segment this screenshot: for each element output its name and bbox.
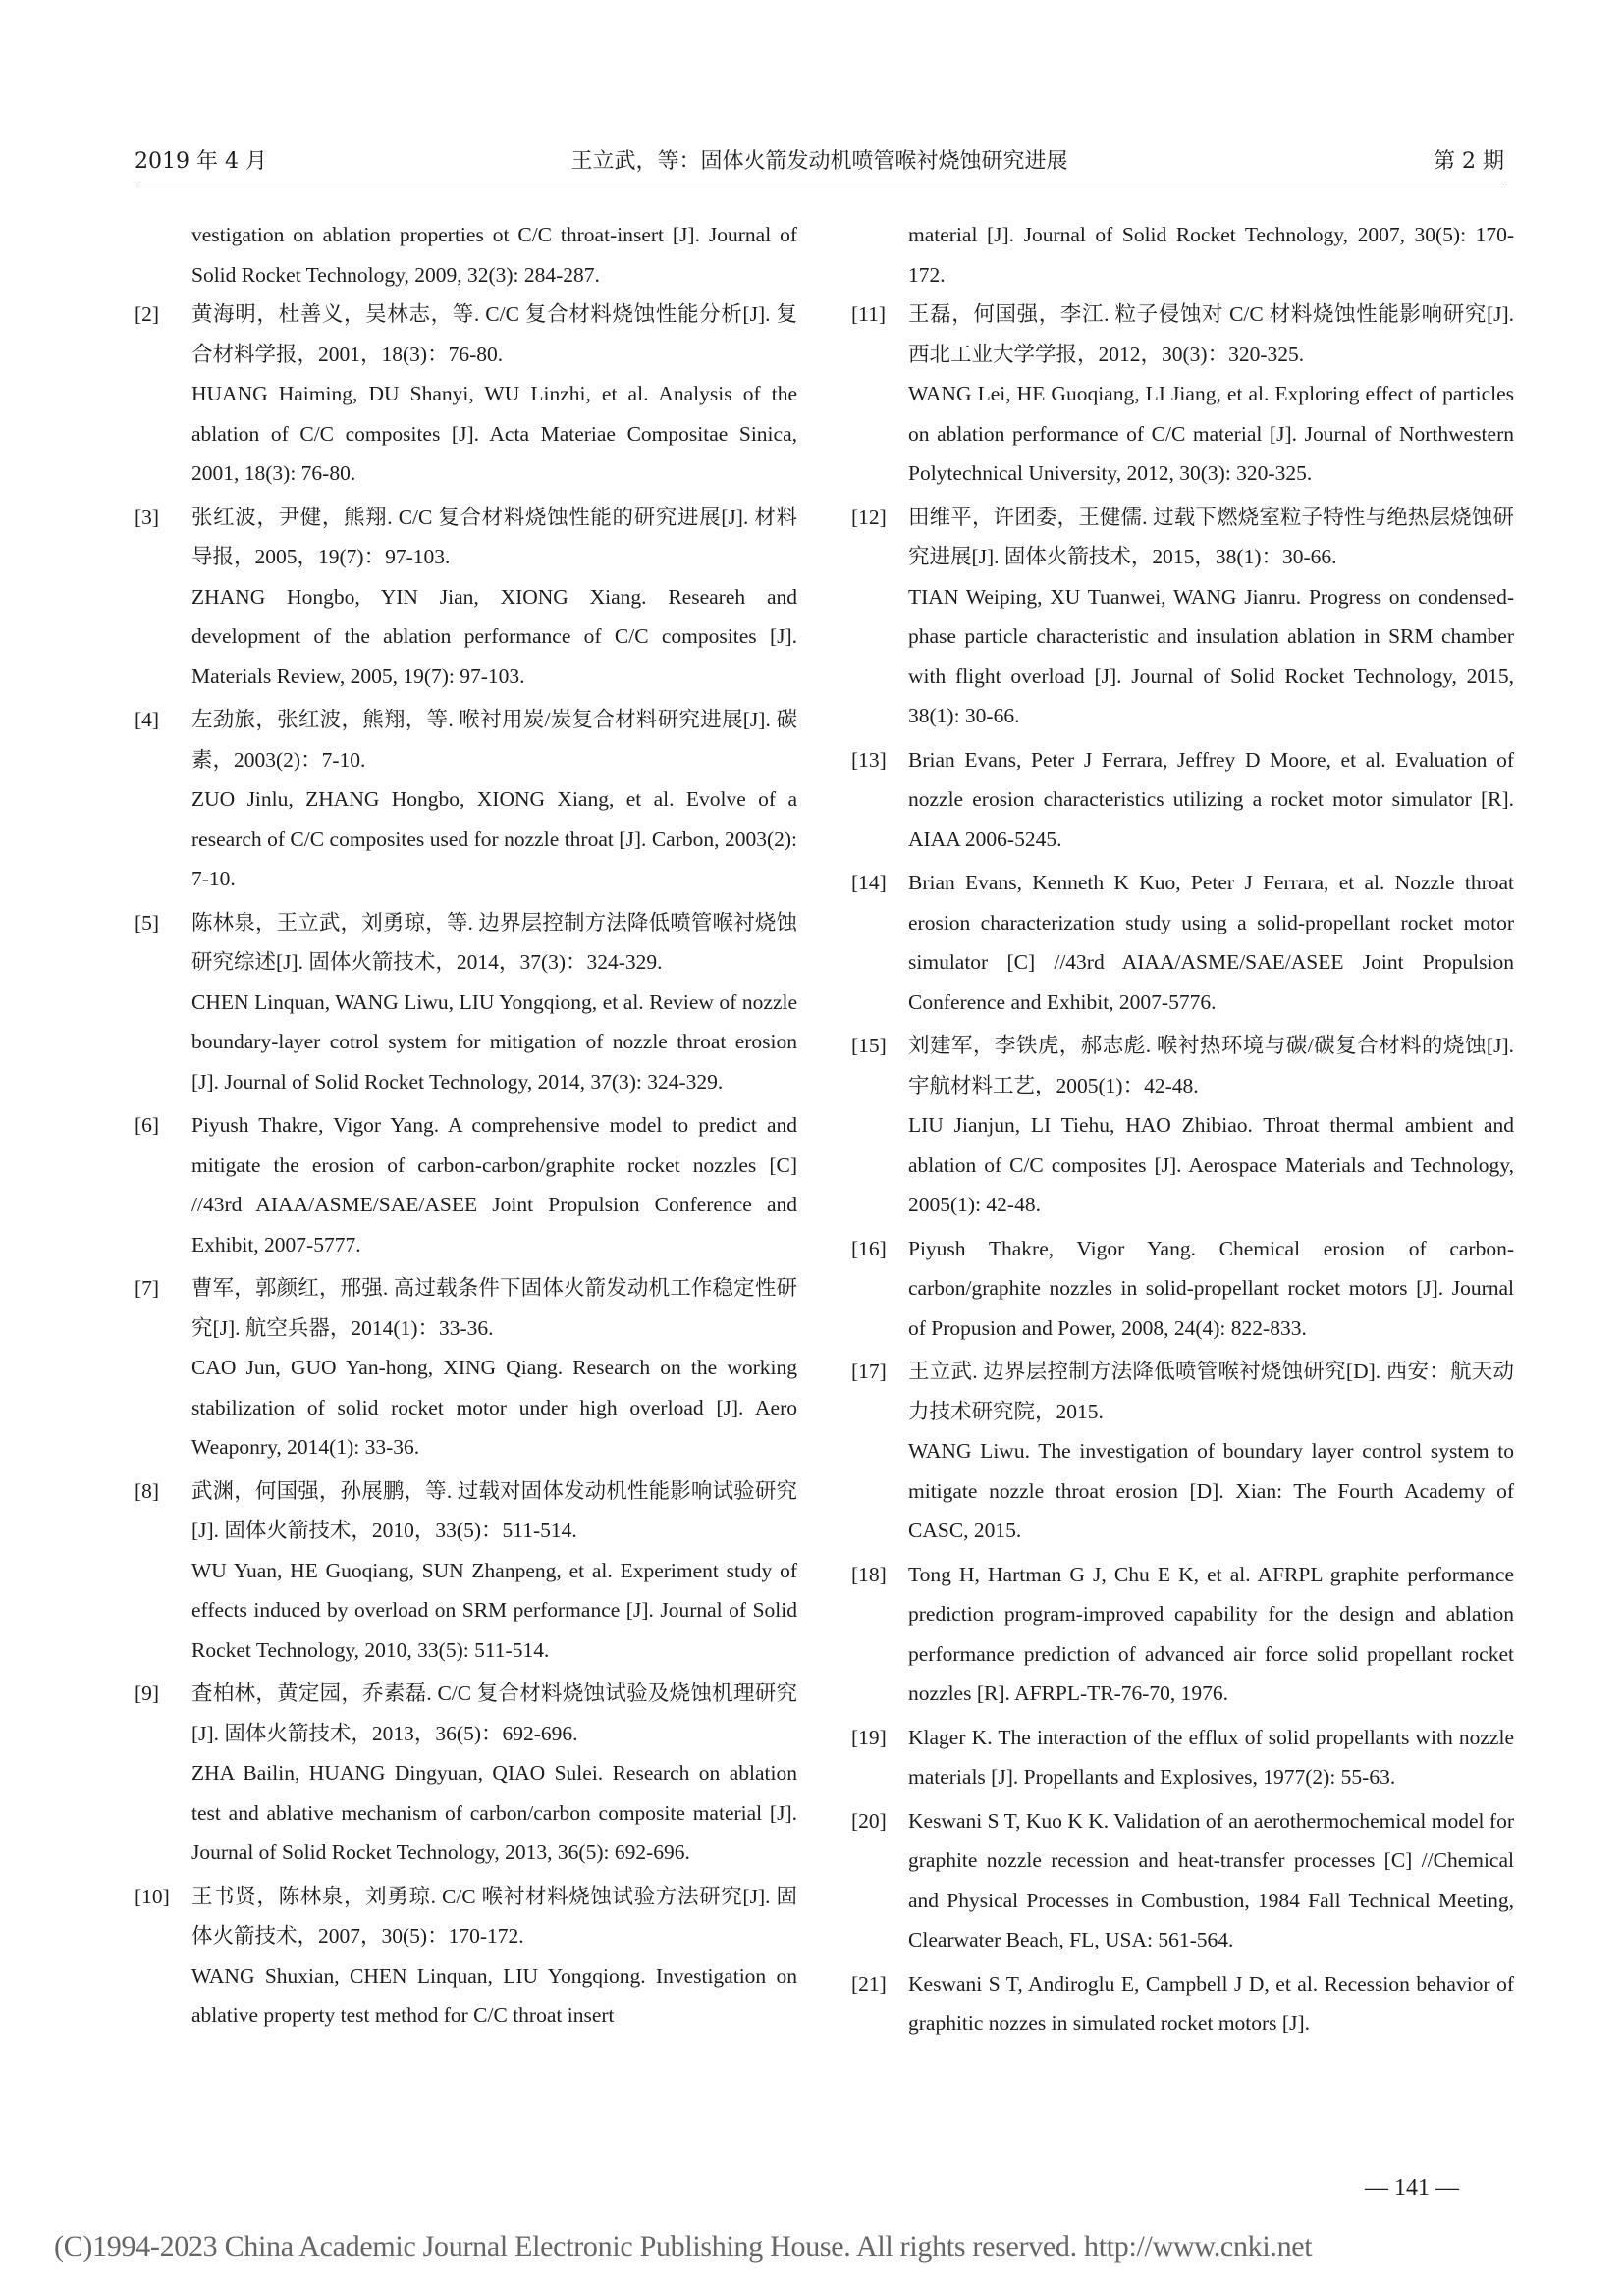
reference-entry bbox=[851, 1352, 1514, 1551]
reference-number: [15] bbox=[851, 1034, 887, 1057]
reference-text-english: CHEN Linquan, WANG Liwu, LIU Yongqiong, et al. Review of nozzle boundary-layer cotrol system for mitigation of nozzle throat erosion [J]. Journal of Solid Rocket Technology, 2014, 37(3): 324-329. bbox=[191, 989, 797, 1094]
reference-text-chinese: 刘建军，李铁虎，郝志彪. 喉衬热环境与碳/碳复合材料的烧蚀[J]. 宇航材料工艺，2005(1)：42-48. bbox=[908, 1034, 1514, 1097]
reference-entry bbox=[851, 1026, 1514, 1225]
right-column bbox=[851, 215, 1514, 2044]
header-title: 王立武，等：固体火箭发动机喷管喉衬烧蚀研究进展 bbox=[570, 149, 1068, 174]
reference-entry bbox=[135, 1268, 797, 1468]
reference-text-english: Keswani S T, Andiroglu E, Campbell J D, et al. Recession behavior of graphitic nozzes in simulated rocket motors [J]. bbox=[908, 1971, 1514, 2035]
reference-entry bbox=[851, 1801, 1514, 1960]
left-column bbox=[135, 215, 797, 2036]
reference-number: [6] bbox=[135, 1113, 160, 1137]
reference-entry bbox=[135, 1674, 797, 1873]
reference-text-chinese: 田维平，许团委，王健儒. 过载下燃烧室粒子特性与绝热层烧蚀研究进展[J]. 固体火箭技术，2015，38(1)：30-66. bbox=[908, 505, 1514, 568]
reference-text-chinese: 黄海明，杜善义，吴林志，等. C/C 复合材料烧蚀性能分析[J]. 复合材料学报，2001，18(3)：76-80. bbox=[191, 302, 797, 366]
reference-number: [2] bbox=[135, 302, 160, 326]
reference-entry bbox=[135, 1105, 797, 1264]
reference-number: [13] bbox=[851, 747, 887, 772]
reference-number: [3] bbox=[135, 505, 160, 529]
reference-text-chinese: 王磊，何国强，李江. 粒子侵蚀对 C/C 材料烧蚀性能影响研究[J]. 西北工业大学学报，2012，30(3)：320-325. bbox=[908, 302, 1514, 366]
reference-number: [5] bbox=[135, 910, 160, 934]
reference-entry bbox=[135, 1877, 797, 2036]
reference-number: [16] bbox=[851, 1236, 887, 1260]
reference-entry bbox=[851, 1964, 1514, 2044]
reference-text-chinese: 武渊，何国强，孙展鹏，等. 过载对固体发动机性能影响试验研究[J]. 固体火箭技术，2010，33(5)：511-514. bbox=[191, 1478, 797, 1542]
reference-number: [7] bbox=[135, 1276, 160, 1300]
reference-number: [21] bbox=[851, 1971, 887, 1996]
reference-text-english: LIU Jianjun, LI Tiehu, HAO Zhibiao. Throat thermal ambient and ablation of C/C composites [J]. Aerospace Materials and Technology, 2005(1): 42-48. bbox=[908, 1113, 1514, 1216]
reference-entry bbox=[851, 1555, 1514, 1714]
header-issue: 第 2 期 bbox=[1434, 149, 1504, 174]
reference-text-chinese: 曹军，郭颜红，邢强. 高过载条件下固体火箭发动机工作稳定性研究[J]. 航空兵器，2014(1)：33-36. bbox=[191, 1276, 797, 1340]
reference-entry bbox=[135, 294, 797, 494]
reference-text-english: ZUO Jinlu, ZHANG Hongbo, XIONG Xiang, et al. Evolve of a research of C/C composites used for nozzle throat [J]. Carbon, 2003(2): 7-10. bbox=[191, 787, 797, 890]
header-date: 2019 年 4 月 bbox=[135, 149, 267, 174]
reference-text-english: ZHA Bailin, HUANG Dingyuan, QIAO Sulei. Research on ablation test and ablative mechanism of carbon/carbon composite material [J]. Journal of Solid Rocket Technology, 2013, 36(5): 692-696. bbox=[191, 1761, 797, 1864]
reference-entry bbox=[135, 1471, 797, 1671]
reference-text-english: CAO Jun, GUO Yan-hong, XING Qiang. Research on the working stabilization of solid rocket motor under high overload [J]. Aero Weaponry, 2014(1): 33-36. bbox=[191, 1356, 797, 1459]
reference-number: [10] bbox=[135, 1884, 170, 1908]
reference-text-english: Tong H, Hartman G J, Chu E K, et al. AFRPL graphite performance prediction program-improved capability for the design and ablation performance prediction of advanced air force solid propellant rocket nozzles [R]. AFRPL-TR-76-70, 1976. bbox=[908, 1562, 1514, 1705]
reference-text-english: WANG Lei, HE Guoqiang, LI Jiang, et al. Exploring effect of particles on ablation performance of C/C material [J]. Journal of Northwestern Polytechnical University, 2012, 30(3): 320-325. bbox=[908, 382, 1514, 485]
reference-entry bbox=[851, 1718, 1514, 1797]
reference-continuation: material [J]. Journal of Solid Rocket Technology, 2007, 30(5): 170-172. bbox=[908, 223, 1514, 287]
reference-text-english: WU Yuan, HE Guoqiang, SUN Zhanpeng, et al. Experiment study of effects induced by overload on SRM performance [J]. Journal of Solid Rocket Technology, 2010, 33(5): 511-514. bbox=[191, 1558, 797, 1662]
reference-number: [9] bbox=[135, 1682, 160, 1705]
page-number: — 141 — bbox=[1365, 2175, 1459, 2201]
reference-entry bbox=[851, 294, 1514, 494]
reference-text-english: Brian Evans, Kenneth K Kuo, Peter J Ferrara, et al. Nozzle throat erosion characterization study using a solid-propellant rocket motor simulator [C] //43rd AIAA/ASME/SAE/ASEE Joint Propulsion Conference and Exhibit, 2007-5776. bbox=[908, 871, 1514, 1014]
reference-text-english: WANG Liwu. The investigation of boundary layer control system to mitigate nozzle throat erosion [D]. Xian: The Fourth Academy of CASC, 2015. bbox=[908, 1439, 1514, 1542]
reference-number: [17] bbox=[851, 1360, 887, 1383]
reference-entry bbox=[135, 498, 797, 697]
reference-text-english: Brian Evans, Peter J Ferrara, Jeffrey D Moore, et al. Evaluation of nozzle erosion characteristics utilizing a rocket motor simulator [R]. AIAA 2006-5245. bbox=[908, 747, 1514, 851]
reference-entry bbox=[135, 700, 797, 899]
reference-text-chinese: 王立武. 边界层控制方法降低喷管喉衬烧蚀研究[D]. 西安：航天动力技术研究院，2015. bbox=[908, 1360, 1514, 1423]
reference-number: [20] bbox=[851, 1808, 887, 1833]
reference-text-english: TIAN Weiping, XU Tuanwei, WANG Jianru. Progress on condensed-phase particle characteristic and insulation ablation in SRM chamber with flight overload [J]. Journal of Solid Rocket Technology, 2015, 38(1): 30-66. bbox=[908, 584, 1514, 727]
reference-text-english: WANG Shuxian, CHEN Linquan, LIU Yongqiong. Investigation on ablative property test method for C/C throat insert bbox=[191, 1963, 797, 2027]
reference-text-chinese: 张红波，尹健，熊翔. C/C 复合材料烧蚀性能的研究进展[J]. 材料导报，2005，19(7)：97-103. bbox=[191, 505, 797, 568]
reference-continuation: vestigation on ablation properties ot C/C throat-insert [J]. Journal of Solid Rocket Technology, 2009, 32(3): 284-287. bbox=[191, 223, 797, 287]
reference-number: [18] bbox=[851, 1562, 887, 1586]
reference-text-english: Piyush Thakre, Vigor Yang. A comprehensive model to predict and mitigate the erosion of carbon-carbon/graphite rocket nozzles [C] //43rd AIAA/ASME/SAE/ASEE Joint Propulsion Conference and Exhibit, 2007-5777. bbox=[191, 1113, 797, 1256]
reference-text-english: HUANG Haiming, DU Shanyi, WU Linzhi, et al. Analysis of the ablation of C/C composites [J]. Acta Materiae Compositae Sinica, 2001, 18(3): 76-80. bbox=[191, 382, 797, 485]
reference-text-english: Keswani S T, Kuo K K. Validation of an aerothermochemical model for graphite nozzle recession and heat-transfer processes [C] //Chemical and Physical Processes in Combustion, 1984 Fall Technical Meeting, Clearwater Beach, FL, USA: 561-564. bbox=[908, 1808, 1514, 1951]
reference-text-english: ZHANG Hongbo, YIN Jian, XIONG Xiang. Researeh and development of the ablation performance of C/C composites [J]. Materials Review, 2005, 19(7): 97-103. bbox=[191, 584, 797, 688]
reference-text-chinese: 陈林泉，王立武，刘勇琼，等. 边界层控制方法降低喷管喉衬烧蚀研究综述[J]. 固体火箭技术，2014，37(3)：324-329. bbox=[191, 910, 797, 974]
reference-text-english: Piyush Thakre, Vigor Yang. Chemical erosion of carbon-carbon/graphite nozzles in solid-propellant rocket motors [J]. Journal of Propusion and Power, 2008, 24(4): 822-833. bbox=[908, 1236, 1514, 1340]
reference-number: [14] bbox=[851, 871, 887, 894]
reference-number: [11] bbox=[851, 302, 887, 326]
reference-entry bbox=[135, 903, 797, 1102]
reference-entry bbox=[851, 863, 1514, 1022]
reference-text-chinese: 王书贤，陈林泉，刘勇琼. C/C 喉衬材料烧蚀试验方法研究[J]. 固体火箭技术，2007，30(5)：170-172. bbox=[191, 1884, 797, 1948]
reference-text-english: Klager K. The interaction of the efflux of solid propellants with nozzle materials [J]. Propellants and Explosives, 1977(2): 55-63. bbox=[908, 1725, 1514, 1789]
reference-number: [12] bbox=[851, 505, 887, 529]
reference-text-chinese: 左劲旅，张红波，熊翔，等. 喉衬用炭/炭复合材料研究进展[J]. 碳素，2003(2)：7-10. bbox=[191, 708, 797, 772]
reference-entry bbox=[851, 498, 1514, 736]
running-header bbox=[135, 145, 1504, 179]
copyright-footer: (C)1994-2023 China Academic Journal Electronic Publishing House. All rights reserved. http://www.cnki.net bbox=[54, 2230, 1313, 2263]
reference-entry bbox=[851, 1229, 1514, 1349]
reference-number: [8] bbox=[135, 1478, 160, 1503]
reference-number: [19] bbox=[851, 1725, 887, 1749]
reference-number: [4] bbox=[135, 708, 160, 731]
reference-text-chinese: 査柏林，黄定园，乔素磊. C/C 复合材料烧蚀试验及烧蚀机理研究[J]. 固体火箭技术，2013，36(5)：692-696. bbox=[191, 1682, 797, 1745]
reference-entry bbox=[851, 740, 1514, 860]
